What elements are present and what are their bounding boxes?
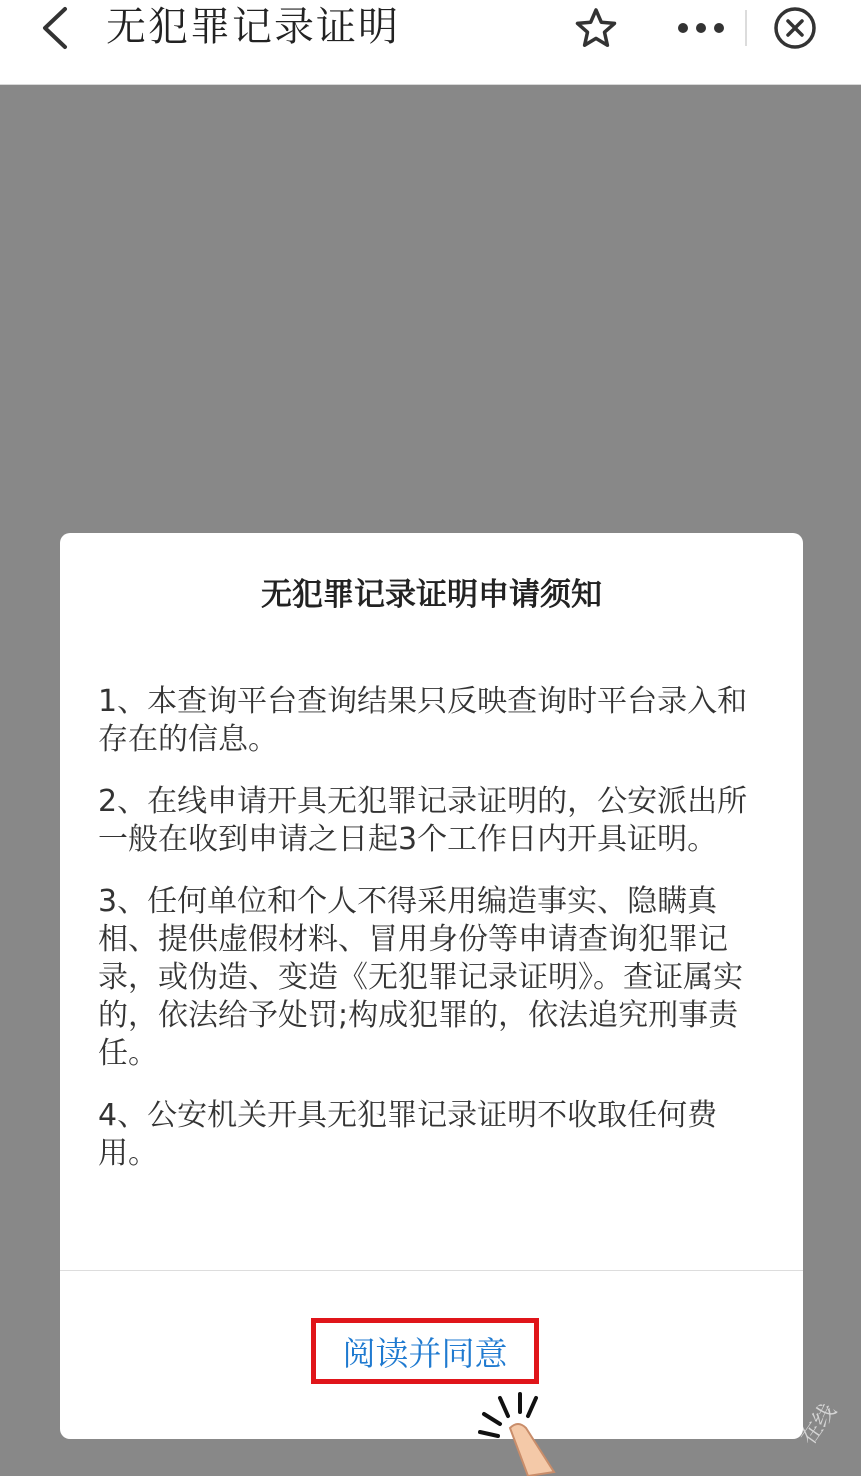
tap-hand-icon [470,1388,570,1476]
star-icon [575,7,617,49]
notice-list [98,683,768,1197]
notice-item: 3、任何单位和个人不得采用编造事实、隐瞒真相、提供虚假材料、冒用身份等申请查询犯罪记录，或伪造、变造《无犯罪记录证明》。查证属实的，依法给予处罚;构成犯罪的，依法追究刑事责任。 [98,884,743,1071]
notice-item: 4、公安机关开具无犯罪记录证明不收取任何费用。 [98,1098,718,1171]
dialog-divider [60,1270,803,1271]
page-title: 无犯罪记录证明 [106,4,400,50]
back-button[interactable] [30,4,78,52]
notice-dialog [60,533,803,1439]
title-bar [0,0,861,85]
close-circle-icon [772,5,818,51]
favorite-button[interactable] [563,0,629,56]
watermark: 在线 [795,1399,842,1450]
read-and-agree-button[interactable]: 阅读并同意 [311,1318,539,1384]
notice-item: 1、本查询平台查询结果只反映查询时平台录入和存在的信息。 [98,684,748,757]
header-divider [745,10,747,46]
more-dots-icon [676,21,726,35]
dialog-title: 无犯罪记录证明申请须知 [261,577,602,613]
chevron-left-icon [39,6,69,50]
more-button[interactable] [668,0,734,56]
close-button[interactable] [762,0,828,56]
notice-item: 2、在线申请开具无犯罪记录证明的，公安派出所一般在收到申请之日起3个工作日内开具证明。 [98,784,748,857]
